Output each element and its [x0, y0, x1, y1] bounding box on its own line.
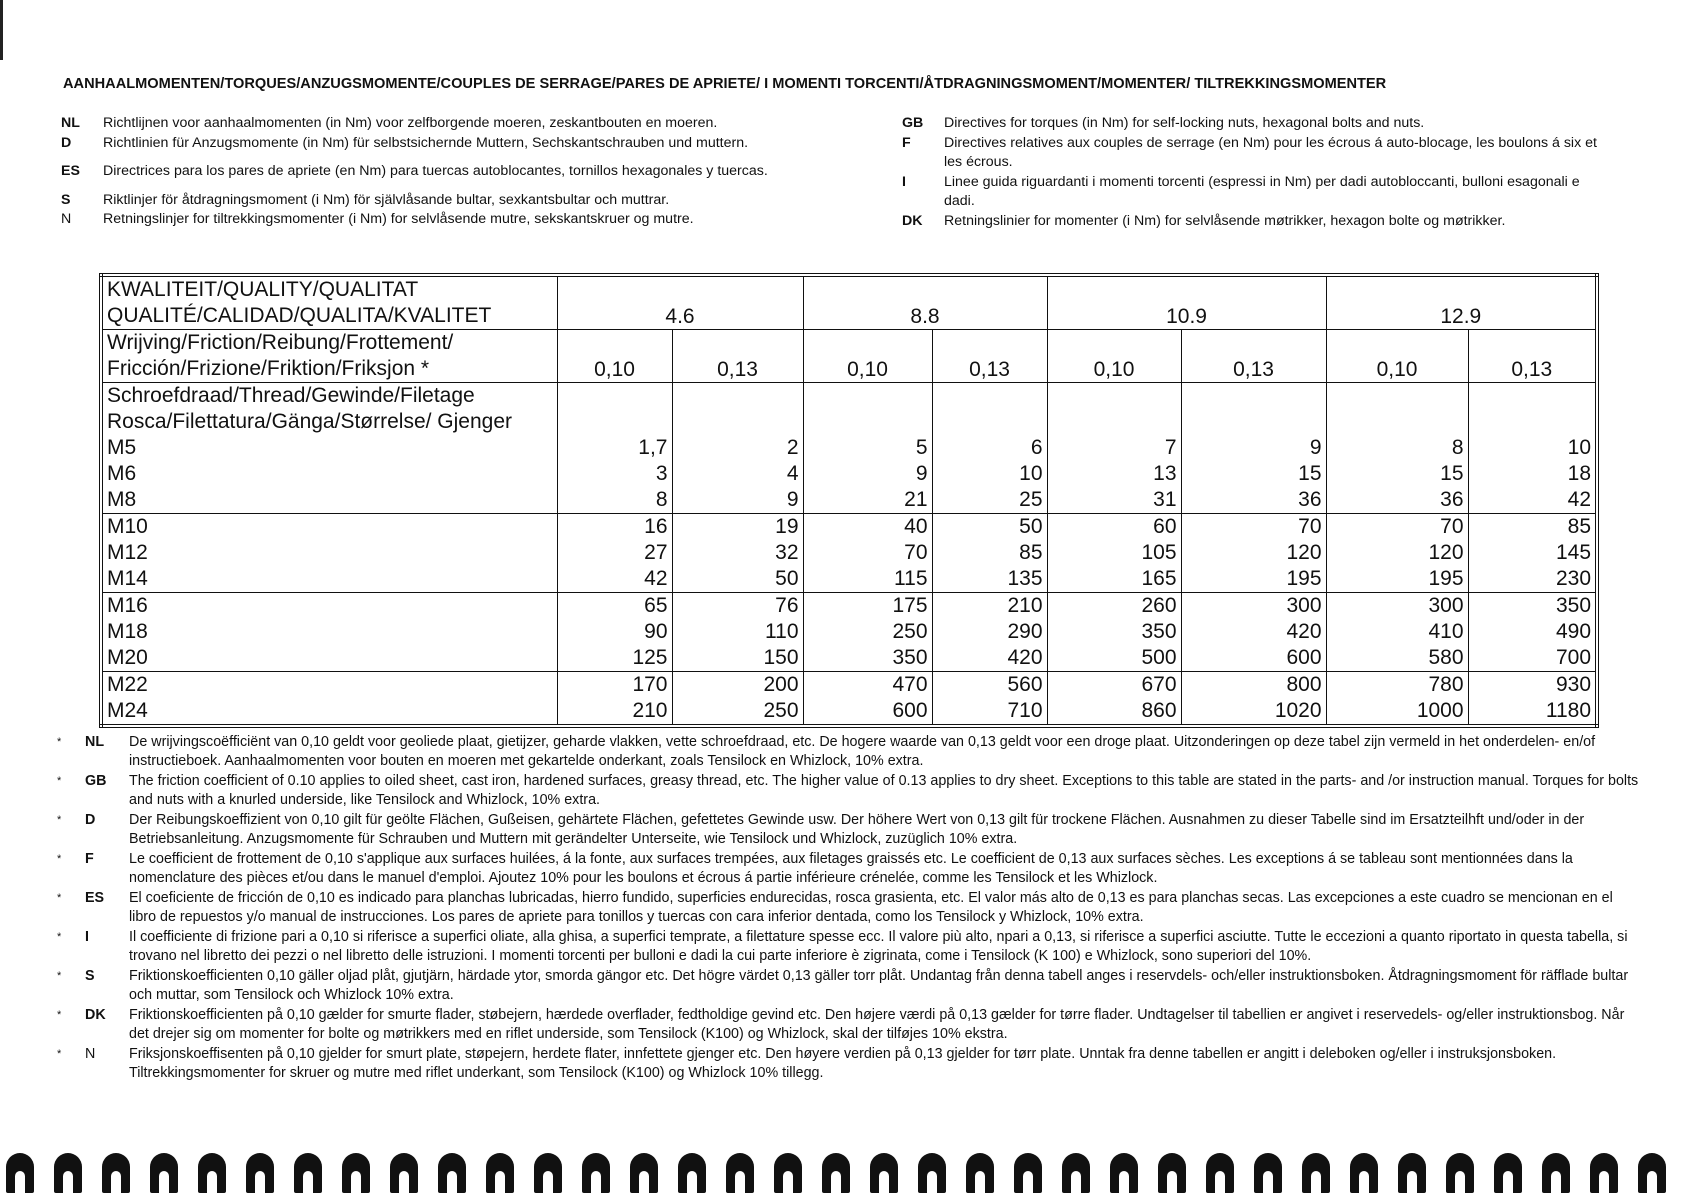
thread-size: M8 [107, 488, 137, 511]
torque-cell: 19 32 50 [672, 514, 803, 593]
grade-header: 8.8 [803, 275, 1047, 330]
binding-ring-icon [288, 1145, 336, 1189]
footnotes [57, 733, 1642, 1084]
footnote-text: Le coefficient de frottement de 0,10 s'applique aux surfaces huilées, á la fonte, aux surfaces trempées, aux filetages graissés etc. Le coefficient de 0,13 aux surfaces sèches. Les exceptions á se tableau sont mentionnées dans la nomenclature des pièces et/ou dans le manuel d'emploi. Ajoutez 10% pour les boulons et écrous á partie inférieure crénelée, comme les Tensilock et les Whizlock. [129, 851, 1573, 886]
torque-cell: 170 210 [557, 672, 672, 727]
footnote [57, 889, 1642, 926]
table-row-group-4 [101, 672, 1597, 727]
note-marker: * [57, 970, 62, 982]
grade-header: 12.9 [1326, 275, 1597, 330]
lang-code: ES [61, 163, 80, 179]
friction-value: 0,10 [557, 330, 672, 383]
footnote-text: De wrijvingscoëfficiënt van 0,10 geldt voor geoliede plaat, gietijzer, geharde vlakken, vette schroefdraad, etc. De hogere waarde van 0,13 geldt voor een droge plaat. Uitzonderingen op deze tabel zijn vermeld in het onderdelen- en/of instructieboek. Aanhaalmomenten voor bouten en moeren met gekartelde onderkant, zoals Tensilock en Whizlock, 10% extra. [129, 734, 1596, 769]
page-edge-mark [0, 0, 3, 60]
binding-ring-icon [1632, 1145, 1680, 1189]
intro-row [902, 212, 1602, 232]
binding-ring-icon [1296, 1145, 1344, 1189]
binding-ring-icon [624, 1145, 672, 1189]
binding-ring-icon [1152, 1145, 1200, 1189]
binding-ring-icon [768, 1145, 816, 1189]
binding-ring-icon [816, 1145, 864, 1189]
lang-code: D [61, 134, 72, 151]
binding-ring-icon [192, 1145, 240, 1189]
footnote [57, 850, 1642, 887]
intro-row [61, 114, 881, 134]
note-marker: * [57, 931, 62, 943]
thread-size: M5 [107, 436, 137, 459]
grade-header: 4.6 [557, 275, 803, 330]
binding-ring-icon [1200, 1145, 1248, 1189]
binding-ring-icon [864, 1145, 912, 1189]
binding-ring-icon [1248, 1145, 1296, 1189]
lang-code: DK [902, 212, 923, 229]
friction-value: 0,10 [1047, 330, 1181, 383]
intro-text: Riktlinjer för åtdragningsmoment (i Nm) för självlåsande bultar, sexkantsbultar och muttrar. [103, 191, 670, 208]
torque-cell: 76 110 150 [672, 593, 803, 672]
thread-size: M6 [107, 462, 137, 485]
friction-label: Wrijving/Friction/Reibung/Frottement/ Fricción/Frizione/Friktion/Friksjon * [101, 330, 557, 383]
binding-ring-icon [48, 1145, 96, 1189]
binding-ring-icon [1056, 1145, 1104, 1189]
footnote [57, 967, 1642, 1004]
lang-code: N [61, 211, 72, 227]
torque-cell: 9 15 36 [1181, 383, 1326, 514]
friction-value: 0,13 [1468, 330, 1597, 383]
torque-cell: 560 710 [932, 672, 1047, 727]
torque-cell: 70 120 195 [1326, 514, 1468, 593]
binding-ring-icon [336, 1145, 384, 1189]
intro-row [902, 134, 1602, 173]
torque-cell: 200 250 [672, 672, 803, 727]
note-marker: * [57, 736, 62, 748]
quality-row [101, 275, 1597, 330]
page-title: AANHAALMOMENTEN/TORQUES/ANZUGSMOMENTE/COUPLES DE SERRAGE/PARES DE APRIETE/ I MOMENTI TORCENTI/ÅTDRAGNINGSMOMENT/MOMENTER/ TILTREKKINGSMOMENTER [63, 76, 1387, 92]
binding-ring-icon [528, 1145, 576, 1189]
table-row-group-2 [101, 514, 1597, 593]
torque-cell: 40 70 115 [803, 514, 932, 593]
lang-code: I [85, 929, 89, 945]
lang-code: S [61, 191, 71, 208]
torque-cell: 350 490 700 [1468, 593, 1597, 672]
intro-right [902, 114, 1602, 231]
torque-cell: 800 1020 [1181, 672, 1326, 727]
spiral-binding [0, 1145, 1683, 1189]
torque-cell: 5 9 21 [803, 383, 932, 514]
binding-ring-icon [1008, 1145, 1056, 1189]
footnote [57, 928, 1642, 965]
footnote-text: El coeficiente de fricción de 0,10 es indicado para planchas lubricadas, hierro fundido, superficies endurecidas, rosca grasienta, etc. El valor más alto de 0,13 es para planchas secas. Las excepciones a este cuadro se mencionan en el libro de repuestos y/o manual de instrucciones. Los pares de apriete para tonillos y tuercas con cara inferior dentada, como los Tensilock y Whizlock, 10% extra. [129, 890, 1613, 925]
lang-code: GB [902, 115, 924, 131]
torque-cell: 7 13 31 [1047, 383, 1181, 514]
lang-code: NL [61, 115, 80, 131]
thread-size-cell: M22 M24 [101, 672, 557, 727]
footnote [57, 1006, 1642, 1043]
table-row-group-3 [101, 593, 1597, 672]
torque-cell: 1,7 3 8 [557, 383, 672, 514]
intro-row [61, 134, 881, 154]
footnote [57, 811, 1642, 848]
grade-header: 10.9 [1047, 275, 1326, 330]
torque-cell: 930 1180 [1468, 672, 1597, 727]
friction-value: 0,13 [932, 330, 1047, 383]
intro-text: Retningslinier for momenter (i Nm) for selvlåsende møtrikker, hexagon bolte og møtrikker. [944, 212, 1506, 229]
torque-cell: 85 145 230 [1468, 514, 1597, 593]
lang-code: GB [85, 773, 107, 789]
lang-code: S [85, 968, 95, 984]
binding-ring-icon [240, 1145, 288, 1189]
torque-cell: 300 410 580 [1326, 593, 1468, 672]
torque-cell: 8 15 36 [1326, 383, 1468, 514]
binding-ring-icon [1392, 1145, 1440, 1189]
binding-ring-icon [912, 1145, 960, 1189]
torque-cell: 16 27 42 [557, 514, 672, 593]
intro-text: Directives relatives aux couples de serrage (en Nm) pour les écrous á auto-blocage, les boulons á six et les écrous. [944, 134, 1597, 170]
torque-cell: 50 85 135 [932, 514, 1047, 593]
binding-ring-icon [96, 1145, 144, 1189]
note-marker: * [57, 892, 62, 904]
intro-text: Directrices para los pares de apriete (en Nm) para tuercas autoblocantes, tornillos hexagonales y tuercas. [103, 163, 768, 179]
footnote-text: Friktionskoefficienten på 0,10 gælder for smurte flader, støbejern, hærdede overflader, fedtholdige gevind etc. Den højere værdi på 0,13 gælder for tørre flader. Undtagelser til tabellien er angivet i reservedels- og/eller instruktionsbog. Når det drejer sig om momenter for bolte og møtrikkers med en riflet underside, som Tensilock (K100) og Whizlock, skal der tilføjes 10% ekstra. [129, 1007, 1625, 1042]
torque-cell: 65 90 125 [557, 593, 672, 672]
footnote-text: Friktionskoefficienten 0,10 gäller oljad plåt, gjutjärn, härdade ytor, smorda gängor etc. Det högre värdet 0,13 gäller torr plåt. Undantag från denna tabell anges i reservdels- och/eller instruktionsboken. Åtdragningsmoment för räfflade bultar och muttar, som Tensilock och Whizlock 10% extra. [129, 968, 1629, 1003]
lang-code: DK [85, 1007, 106, 1023]
intro-text: Directives for torques (in Nm) for self-locking nuts, hexagonal bolts and nuts. [944, 115, 1425, 131]
binding-ring-icon [1536, 1145, 1584, 1189]
torque-table [99, 273, 1599, 728]
thread-label: Rosca/Filettatura/Gänga/Størrelse/ Gjenger [107, 410, 513, 433]
note-marker: * [57, 814, 62, 826]
torque-cell: 60 105 165 [1047, 514, 1181, 593]
lang-code: F [902, 134, 911, 151]
lang-code: F [85, 851, 94, 867]
intro-text: Richtlijnen voor aanhaalmomenten (in Nm) voor zelfborgende moeren, zeskantbouten en moeren. [103, 115, 718, 131]
footnote [57, 733, 1642, 770]
binding-ring-icon [576, 1145, 624, 1189]
lang-code: D [85, 812, 96, 828]
intro-row [61, 162, 881, 182]
intro-row [61, 210, 881, 230]
binding-ring-icon [480, 1145, 528, 1189]
footnote-text: Friksjonskoeffisenten på 0,10 gjelder for smurt plate, støpejern, herdete flater, innfettete gjenger etc. Den høyere verdien på 0,13 gjelder for tørr plate. Unntak fra denne tabellen er angitt i deleboken og/eller i instruksjonsboken. Tiltrekkingsmomenter for skruer og mutre med riflet underkant, som Tensilock (K100) og Whizlock 10% tillegg. [129, 1046, 1557, 1081]
quality-label: KWALITEIT/QUALITY/QUALITAT QUALITÉ/CALIDAD/QUALITA/KVALITET [101, 275, 557, 330]
friction-value: 0,13 [1181, 330, 1326, 383]
note-marker: * [57, 1009, 62, 1021]
torque-cell: 780 1000 [1326, 672, 1468, 727]
torque-cell: 670 860 [1047, 672, 1181, 727]
note-marker: * [57, 775, 62, 787]
binding-ring-icon [720, 1145, 768, 1189]
torque-cell: 470 600 [803, 672, 932, 727]
footnote-text: Il coefficiente di frizione pari a 0,10 si riferisce a superfici oliate, alla ghisa, a superfici temprate, a filettature spesse ecc. Il valore più alto, npari a 0,13, si riferisce a superfici asciutte. Tutte le eccezioni a quanto riportato in questa tabella, si trovano nel libretto dei pezzi o nel libretto delle istruzioni. I momenti torcenti per bulloni e dadi la cui parte inferiore è zigrinata, come i Tensilock (K 100) e Whizlock, sono superiori del 10%. [129, 929, 1628, 964]
intro-row [902, 173, 1602, 212]
footnote [57, 772, 1642, 809]
thread-size-cell: M16 M18 M20 [101, 593, 557, 672]
note-marker: * [57, 853, 62, 865]
lang-code: N [85, 1046, 96, 1062]
binding-ring-icon [144, 1145, 192, 1189]
lang-code: I [902, 173, 906, 190]
friction-value: 0,13 [672, 330, 803, 383]
intro-row [902, 114, 1602, 134]
binding-ring-icon [1488, 1145, 1536, 1189]
lang-code: ES [85, 890, 105, 906]
torque-cell: 6 10 25 [932, 383, 1047, 514]
binding-ring-icon [1344, 1145, 1392, 1189]
thread-size-cell: M10 M12 M14 [101, 514, 557, 593]
intro-row [61, 191, 881, 211]
lang-code: NL [85, 734, 105, 750]
friction-row [101, 330, 1597, 383]
binding-ring-icon [672, 1145, 720, 1189]
torque-cell: 300 420 600 [1181, 593, 1326, 672]
footnote [57, 1045, 1642, 1082]
torque-cell: 2 4 9 [672, 383, 803, 514]
torque-cell: 260 350 500 [1047, 593, 1181, 672]
torque-cell: 175 250 350 [803, 593, 932, 672]
friction-value: 0,10 [803, 330, 932, 383]
thread-size-cell [101, 383, 557, 514]
binding-ring-icon [1440, 1145, 1488, 1189]
torque-cell: 210 290 420 [932, 593, 1047, 672]
thread-label: Schroefdraad/Thread/Gewinde/Filetage [107, 384, 475, 407]
binding-ring-icon [1104, 1145, 1152, 1189]
binding-ring-icon [1584, 1145, 1632, 1189]
footnote-text: The friction coefficient of 0.10 applies to oiled sheet, cast iron, hardened surfaces, greasy thread, etc. The higher value of 0.13 applies to dry sheet. Exceptions to this table are stated in the parts- and /or instruction manual. Torques for bolts and nuts with a knurled underside, like Tensilock and Whizlock, 10% extra. [129, 773, 1639, 808]
intro-text: Retningslinjer for tiltrekkingsmomenter (i Nm) for selvlåsende mutre, sekskantskruer og mutre. [103, 211, 694, 227]
intro-text: Richtlinien für Anzugsmomente (in Nm) für selbstsichernde Muttern, Sechskantschrauben und muttern. [103, 134, 749, 151]
intro-text: Linee guida riguardanti i momenti torcenti (espressi in Nm) per dadi autobloccanti, bulloni esagonali e dadi. [944, 173, 1580, 209]
binding-ring-icon [384, 1145, 432, 1189]
footnote-text: Der Reibungskoeffizient von 0,10 gilt für geölte Flächen, Gußeisen, gehärtete Flächen, gefettetes Gewinde usw. Der höhere Wert von 0,13 gilt für trockene Flächen. Ausnahmen zu dieser Tabelle sind im Ersatzteilhft und/oder in der Betriebsanleitung. Anzugsmomente für Schrauben und Muttern mit gerändelter Unterseite, wie Tensilock und Whizlock, zuzüglich 10% extra. [129, 812, 1585, 847]
binding-ring-icon [0, 1145, 48, 1189]
note-marker: * [57, 1048, 62, 1060]
torque-cell: 10 18 42 [1468, 383, 1597, 514]
binding-ring-icon [960, 1145, 1008, 1189]
intro-left [61, 114, 881, 230]
friction-value: 0,10 [1326, 330, 1468, 383]
table-row-group-1 [101, 383, 1597, 514]
binding-ring-icon [432, 1145, 480, 1189]
torque-cell: 70 120 195 [1181, 514, 1326, 593]
